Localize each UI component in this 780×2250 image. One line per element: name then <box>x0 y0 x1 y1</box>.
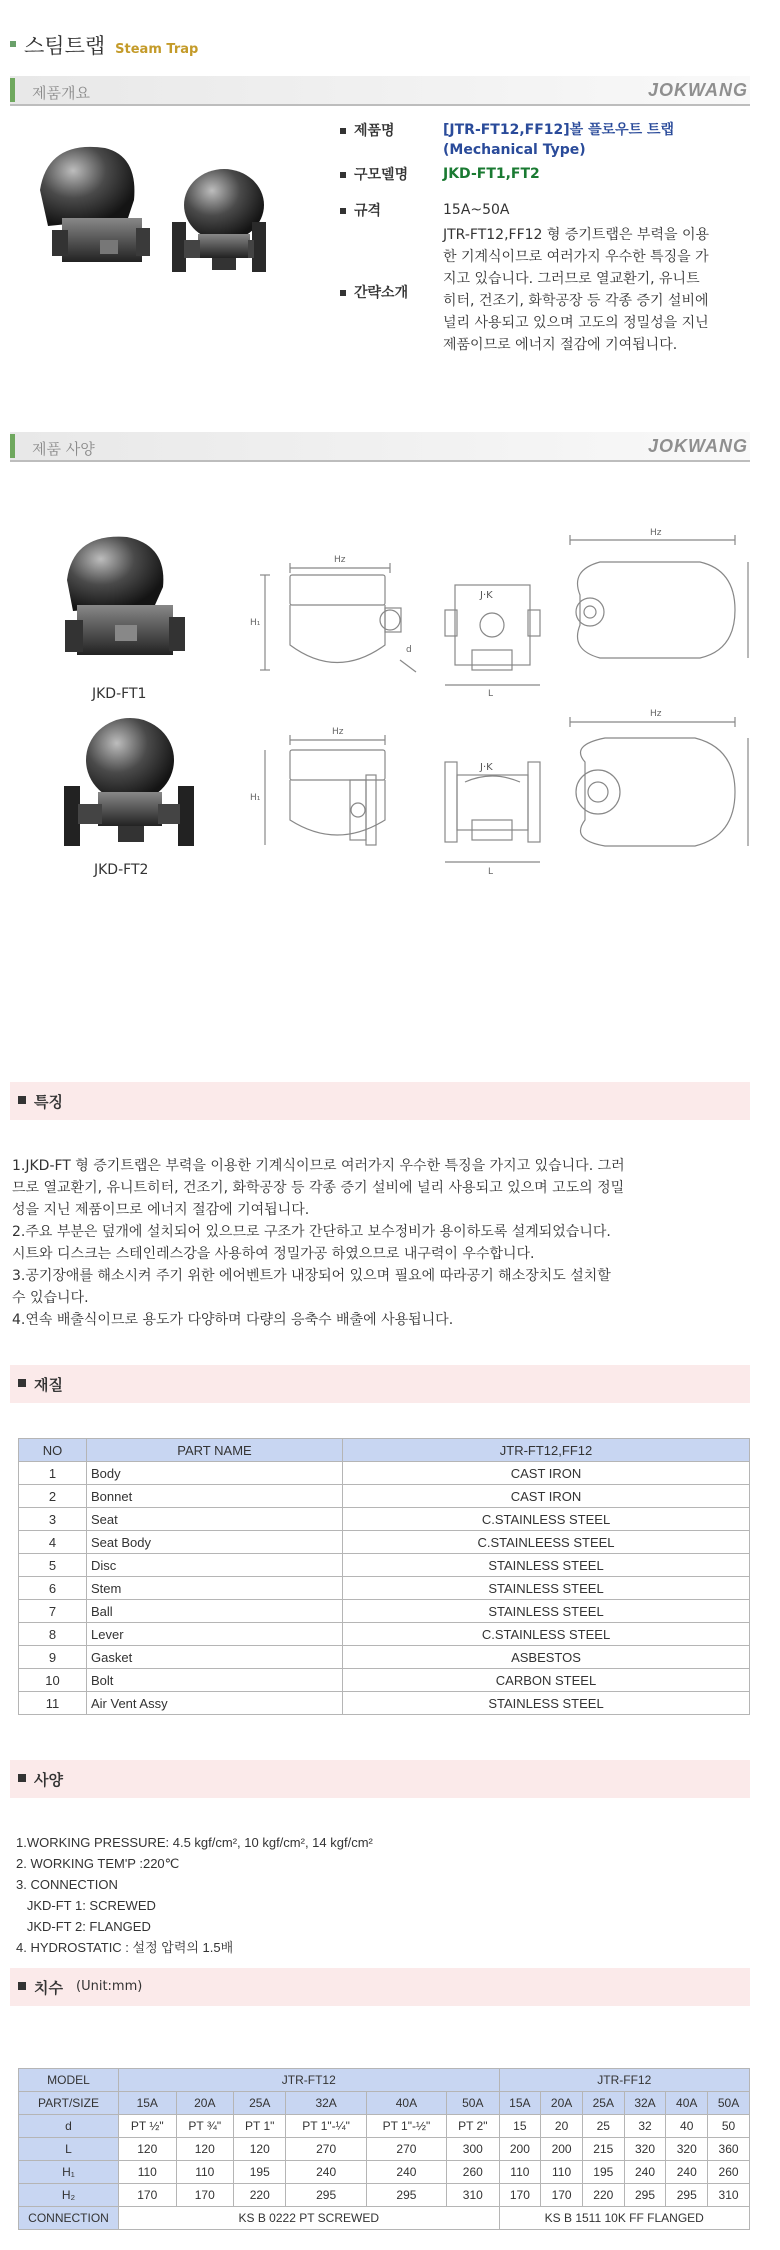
row-number: 6 <box>19 1577 87 1600</box>
summary-key: 간략소개 <box>340 282 440 302</box>
size-cell: 40A <box>666 2092 708 2115</box>
specs-header <box>10 1760 750 1798</box>
size-cell: 32A <box>624 2092 666 2115</box>
connection-a: KS B 0222 PT SCREWED <box>119 2207 500 2230</box>
row-number: 4 <box>19 1531 87 1554</box>
dimension-value: 200 <box>499 2138 541 2161</box>
spec-line: 4. HYDROSTATIC : 설정 압력의 1.5배 <box>16 1940 234 1955</box>
size-cell: 50A <box>447 2092 499 2115</box>
dimension-value: PT 1"-¼" <box>286 2115 366 2138</box>
summary-line: 널리 사용되고 있으며 고도의 정밀성을 지닌 <box>443 315 709 331</box>
materials-header-title: 재질 <box>34 1376 63 1394</box>
dimension-value: 260 <box>708 2161 750 2184</box>
old-model-key: 구모델명 <box>340 164 440 184</box>
row-number: 9 <box>19 1646 87 1669</box>
feature-line: 2.주요 부분은 덮개에 설치되어 있으므로 구조가 간단하고 보수정비가 용이하도록 설계되었습니다. <box>12 1224 611 1240</box>
dimension-value: 360 <box>708 2138 750 2161</box>
size-cell: 50A <box>708 2092 750 2115</box>
dimension-value: 240 <box>286 2161 366 2184</box>
size-cell: 15A <box>119 2092 177 2115</box>
material: CAST IRON <box>343 1485 750 1508</box>
material: STAINLESS STEEL <box>343 1600 750 1623</box>
drawing-label-d: d <box>406 645 412 655</box>
dimension-value: 195 <box>234 2161 286 2184</box>
table-row <box>19 2138 750 2161</box>
dimension-value: 295 <box>666 2184 708 2207</box>
features-header <box>10 1082 750 1120</box>
dimension-value: 120 <box>176 2138 234 2161</box>
size-key: 규격 <box>340 200 440 220</box>
summary-line: 히터, 건조기, 화학공장 등 각종 증기 설비에 <box>443 293 709 309</box>
dimension-label: H₂ <box>19 2184 119 2207</box>
dimension-value: 200 <box>541 2138 583 2161</box>
column-header: JTR-FT12,FF12 <box>343 1439 750 1462</box>
table-row <box>19 1462 750 1485</box>
dimensions-table <box>18 2068 750 2230</box>
dimension-value: PT ½" <box>119 2115 177 2138</box>
material: STAINLESS STEEL <box>343 1692 750 1715</box>
size-value: 15A~50A <box>443 202 510 218</box>
spec-line: JKD-FT 1: SCREWED <box>16 1898 156 1913</box>
dimension-value: 195 <box>582 2161 624 2184</box>
brand-logo: JOKWANG <box>647 80 748 100</box>
table-row <box>19 2115 750 2138</box>
dimension-value: 320 <box>624 2138 666 2161</box>
size-cell: 20A <box>176 2092 234 2115</box>
dimension-value: 20 <box>541 2115 583 2138</box>
dimension-value: 240 <box>366 2161 446 2184</box>
header-bullet-icon <box>18 1982 26 1990</box>
size-cell: 20A <box>541 2092 583 2115</box>
part-name: Body <box>87 1462 343 1485</box>
header-bullet-icon <box>18 1096 26 1104</box>
dimension-drawings <box>240 500 760 880</box>
size-cell: 32A <box>286 2092 366 2115</box>
column-header: PART NAME <box>87 1439 343 1462</box>
dimensions-unit: (Unit:mm) <box>76 1979 143 1994</box>
dimension-value: 240 <box>666 2161 708 2184</box>
dimension-value: 310 <box>447 2184 499 2207</box>
column-header: NO <box>19 1439 87 1462</box>
jkd-ft1-label: JKD-FT1 <box>92 686 147 702</box>
material: C.STAINLEESS STEEL <box>343 1531 750 1554</box>
row-number: 3 <box>19 1508 87 1531</box>
dimensions-header <box>10 1968 750 2006</box>
dimension-value: 300 <box>447 2138 499 2161</box>
dimension-value: 110 <box>176 2161 234 2184</box>
spec-section-label: 제품 사양 <box>32 440 95 458</box>
dimension-value: 215 <box>582 2138 624 2161</box>
table-row <box>19 1508 750 1531</box>
dimension-label: H₁ <box>19 2161 119 2184</box>
product-type-value: (Mechanical Type) <box>443 142 586 158</box>
spec-line: 2. WORKING TEM'P :220℃ <box>16 1856 180 1871</box>
table-header-row <box>19 1439 750 1462</box>
page-title-english: Steam Trap <box>115 42 199 57</box>
page-title-korean: 스팀트랩 <box>24 34 106 58</box>
dimension-value: 220 <box>582 2184 624 2207</box>
row-number: 7 <box>19 1600 87 1623</box>
table-row <box>19 1577 750 1600</box>
dimension-value: 120 <box>234 2138 286 2161</box>
dimension-value: 240 <box>624 2161 666 2184</box>
table-row <box>19 2161 750 2184</box>
dimension-label: d <box>19 2115 119 2138</box>
part-name: Lever <box>87 1623 343 1646</box>
dimension-value: PT 1"-½" <box>366 2115 446 2138</box>
dimension-value: 310 <box>708 2184 750 2207</box>
spec-line: JKD-FT 2: FLANGED <box>16 1919 151 1934</box>
table-row <box>19 2069 750 2092</box>
dimension-value: 110 <box>119 2161 177 2184</box>
header-bullet-icon <box>18 1774 26 1782</box>
size-cell: 25A <box>234 2092 286 2115</box>
feature-line: 1.JKD-FT 형 증기트랩은 부력을 이용한 기계식이므로 여러가지 우수한 특징을 가지고 있습니다. 그러 <box>12 1158 625 1174</box>
title-bullet-icon <box>10 41 16 47</box>
drawing-label-hz: Hz <box>650 709 662 719</box>
connection-label: CONNECTION <box>19 2207 119 2230</box>
feature-line: 므로 열교환기, 유니트히터, 건조기, 화학공장 등 각종 증기 설비에 널리 사용되고 있으며 고도의 정밀 <box>12 1180 625 1196</box>
dimension-value: 15 <box>499 2115 541 2138</box>
feature-line: 성을 지닌 제품이므로 에너지 절감에 기여됩니다. <box>12 1202 310 1218</box>
summary-line: 지고 있습니다. 그러므로 열교환기, 유니트 <box>443 271 700 287</box>
table-row <box>19 1531 750 1554</box>
product-name-key: 제품명 <box>340 120 440 140</box>
dimension-value: 170 <box>541 2184 583 2207</box>
dimension-value: 320 <box>666 2138 708 2161</box>
jkd-ft2-label: JKD-FT2 <box>94 862 149 878</box>
row-number: 11 <box>19 1692 87 1715</box>
part-name: Disc <box>87 1554 343 1577</box>
features-header-title: 특징 <box>34 1093 63 1111</box>
material: C.STAINLESS STEEL <box>343 1623 750 1646</box>
product-photo <box>30 130 270 290</box>
table-row <box>19 1554 750 1577</box>
table-row <box>19 1692 750 1715</box>
table-row <box>19 1646 750 1669</box>
dimension-label: L <box>19 2138 119 2161</box>
part-name: Bolt <box>87 1669 343 1692</box>
drawing-label-hz: Hz <box>334 555 346 565</box>
part-name: Seat Body <box>87 1531 343 1554</box>
overview-section-bar <box>10 76 750 106</box>
page-title <box>10 30 198 60</box>
materials-table <box>18 1438 750 1715</box>
row-number: 2 <box>19 1485 87 1508</box>
row-number: 1 <box>19 1462 87 1485</box>
dimension-value: 110 <box>499 2161 541 2184</box>
dimension-value: 270 <box>286 2138 366 2161</box>
table-row <box>19 1623 750 1646</box>
material: CAST IRON <box>343 1462 750 1485</box>
dimension-value: 170 <box>176 2184 234 2207</box>
dimensions-header-title: 치수 <box>34 1979 63 1997</box>
dimension-value: 170 <box>119 2184 177 2207</box>
drawing-label-jk: J·K <box>480 762 493 773</box>
spec-line: 1.WORKING PRESSURE: 4.5 kgf/cm², 10 kgf/cm², 14 kgf/cm² <box>16 1835 373 1850</box>
size-cell: 25A <box>582 2092 624 2115</box>
spec-section-bar <box>10 432 750 462</box>
drawing-label-jk: J·K <box>480 590 493 601</box>
material: C.STAINLESS STEEL <box>343 1508 750 1531</box>
dimension-value: PT ¾" <box>176 2115 234 2138</box>
dimension-value: 170 <box>499 2184 541 2207</box>
table-row <box>19 1485 750 1508</box>
part-size-label: PART/SIZE <box>19 2092 119 2115</box>
row-number: 8 <box>19 1623 87 1646</box>
dimension-value: 270 <box>366 2138 446 2161</box>
model-a-label: JTR-FT12 <box>119 2069 500 2092</box>
summary-line: JTR-FT12,FF12 형 증기트랩은 부력을 이용 <box>443 227 709 243</box>
drawing-label-l: L <box>488 689 494 699</box>
table-row <box>19 1600 750 1623</box>
dimension-value: 260 <box>447 2161 499 2184</box>
table-row <box>19 1669 750 1692</box>
dimension-value: 40 <box>666 2115 708 2138</box>
specs-header-title: 사양 <box>34 1771 63 1789</box>
part-name: Seat <box>87 1508 343 1531</box>
spec-line: 3. CONNECTION <box>16 1877 118 1892</box>
part-name: Ball <box>87 1600 343 1623</box>
part-name: Air Vent Assy <box>87 1692 343 1715</box>
specs-text <box>16 1832 373 1958</box>
header-bullet-icon <box>18 1379 26 1387</box>
old-model-value: JKD-FT1,FT2 <box>443 166 540 182</box>
table-row <box>19 2207 750 2230</box>
summary-line: 제품이므로 에너지 절감에 기여됩니다. <box>443 337 678 353</box>
drawing-label-l: L <box>488 867 494 877</box>
dimension-value: 110 <box>541 2161 583 2184</box>
feature-line: 시트와 디스크는 스테인레스강을 사용하여 정밀가공 하였으므로 내구력이 우수합니다. <box>12 1246 535 1262</box>
row-number: 5 <box>19 1554 87 1577</box>
part-name: Stem <box>87 1577 343 1600</box>
size-cell: 15A <box>499 2092 541 2115</box>
dimension-value: 32 <box>624 2115 666 2138</box>
dimension-value: 120 <box>119 2138 177 2161</box>
feature-line: 3.공기장애를 해소시켜 주기 위한 에어벤트가 내장되어 있으며 필요에 따라공기 해소장치도 설치할 <box>12 1268 611 1284</box>
material: STAINLESS STEEL <box>343 1577 750 1600</box>
materials-header <box>10 1365 750 1403</box>
dimension-value: 295 <box>286 2184 366 2207</box>
overview-section-label: 제품개요 <box>32 84 90 102</box>
size-cell: 40A <box>366 2092 446 2115</box>
jkd-ft2-photo <box>50 700 200 860</box>
brand-logo: JOKWANG <box>647 436 748 456</box>
dimension-value: 295 <box>366 2184 446 2207</box>
dimension-value: PT 1" <box>234 2115 286 2138</box>
dimension-value: PT 2" <box>447 2115 499 2138</box>
dimension-value: 295 <box>624 2184 666 2207</box>
feature-line: 4.연속 배출식이므로 용도가 다양하며 다량의 응축수 배출에 사용됩니다. <box>12 1312 454 1328</box>
drawing-label-h1: H₁ <box>250 793 261 803</box>
model-label: MODEL <box>19 2069 119 2092</box>
product-name-value: [JTR-FT12,FF12]볼 플로우트 트랩 <box>443 122 675 138</box>
dimension-value: 220 <box>234 2184 286 2207</box>
model-b-label: JTR-FF12 <box>499 2069 750 2092</box>
part-name: Gasket <box>87 1646 343 1669</box>
features-text <box>12 1155 752 1331</box>
material: STAINLESS STEEL <box>343 1554 750 1577</box>
table-row <box>19 2184 750 2207</box>
feature-line: 수 있습니다. <box>12 1290 89 1306</box>
row-number: 10 <box>19 1669 87 1692</box>
summary-line: 한 기계식이므로 여러가지 우수한 특징을 가 <box>443 249 709 265</box>
table-row <box>19 2092 750 2115</box>
part-name: Bonnet <box>87 1485 343 1508</box>
drawing-label-hz: Hz <box>650 528 662 538</box>
connection-b: KS B 1511 10K FF FLANGED <box>499 2207 750 2230</box>
jkd-ft1-photo <box>55 525 195 685</box>
drawing-label-hz: Hz <box>332 727 344 737</box>
material: ASBESTOS <box>343 1646 750 1669</box>
drawing-label-h1: H₁ <box>250 618 261 628</box>
dimension-value: 25 <box>582 2115 624 2138</box>
material: CARBON STEEL <box>343 1669 750 1692</box>
dimension-value: 50 <box>708 2115 750 2138</box>
